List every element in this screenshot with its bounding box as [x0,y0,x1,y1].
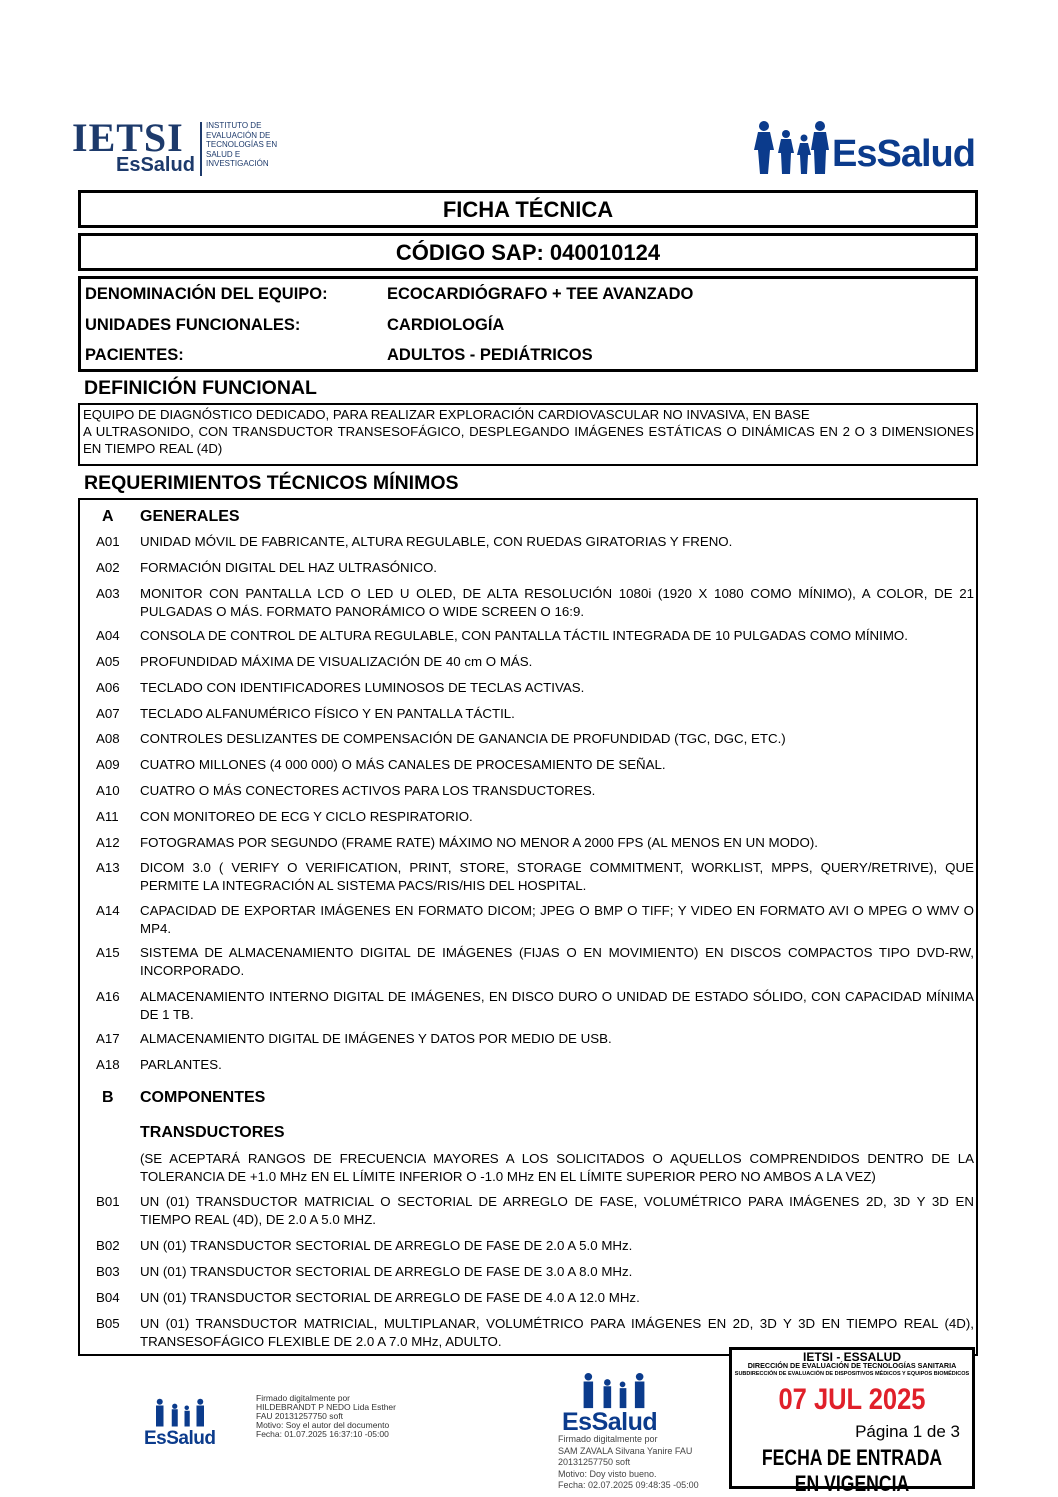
stamp-date: 07 JUL 2025 [778,1383,926,1416]
digital-signature-1: Firmado digitalmente por HILDEBRANDT P NEDO Lida Esther FAU 20131257750 soft Motivo: Soy el autor del documento Fecha: 01.07.2025 16:37:10 -05:00 [256,1393,396,1439]
ietsi-logo [72,115,292,178]
page-number: Página 1 de 3 [855,1422,960,1441]
stamp-line-1: DIRECCIÓN DE EVALUACIÓN DE TECNOLOGÍAS SANITARIA [747,1361,957,1370]
validity-stamp [729,1347,975,1496]
document-title: FICHA TÉCNICA [78,190,978,228]
functional-definition-box [78,403,978,466]
family-icon [574,1372,654,1410]
ietsi-divider [200,122,202,176]
functional-units-label: UNIDADES FUNCIONALES: [85,316,301,334]
functional-units-value: CARDIOLOGÍA [387,316,505,334]
equipment-label: DENOMINACIÓN DEL EQUIPO: [85,285,328,303]
ietsi-essalud-wordmark: EsSalud [116,154,195,176]
definition-line-2: A ULTRASONIDO, CON TRANSDUCTOR TRANSESOFÁGICO, DESPLEGANDO IMÁGENES ESTÁTICAS O DINÁMICAS EN 2 O 3 DIMENSIONES EN TIEMPO REAL (4D) [83,424,974,456]
requirements-heading: REQUERIMIENTOS TÉCNICOS MÍNIMOS [84,472,459,494]
equipment-info-box [78,276,978,372]
requirements-box: A GENERALES A01 UNIDAD MÓVIL DE FABRICANTE, ALTURA REGULABLE, CON RUEDAS GIRATORIAS Y FRENO. A02 FORMACIÓN DIGITAL DEL HAZ ULTRASÓNICO. A03 MONITOR CON PANTALLA LCD O LED U OLED, DE ALTA RESOLUCIÓN 1080i (1920 X 1080 COMO MÍNIMO), A COLOR, DE 21 PULGADAS O MÁS. FORMATO PANORÁMICO O WIDE SCREEN O 16:9. A04 CONSOLA DE CONTROL DE ALTURA REGULABLE, CON PANTALLA TÁCTIL INTEGRADA DE 10 PULGADAS COMO MÍNIMO. A05 PROFUNDIDAD MÁXIMA DE VISUALIZACIÓN DE 40 cm O MÁS. A06 TECLADO CON IDENTIFICADORES LUMINOSOS DE TECLAS ACTIVAS. A07 TECLADO ALFANUMÉRICO FÍSICO Y EN PANTALLA TÁCTIL. A08 CONTROLES DESLIZANTES DE COMPENSACIÓN DE GANANCIA DE PROFUNDIDAD (TGC, DGC, ETC.) A09 CUATRO MILLONES (4 000 000) O MÁS CANALES DE PROCESAMIENTO DE SEÑAL. A10 CUATRO O MÁS CONECTORES ACTIVOS PARA LOS TRANSDUCTORES. A11 CON MONITOREO DE ECG Y CICLO RESPIRATORIO. A12 FOTOGRAMAS POR SEGUNDO (FRAME RATE) MÁXIMO NO MENOR A 2000 FPS (AL MENOS EN UN MODO). A13 DICOM 3.0 ( VERIFY O VERIFICATION, PRINT, STORE, STORAGE COMMITMENT, WORKLIST, MPPS, QUERY/RETRIVE), QUE PERMITE LA INTEGRACIÓN AL SISTEMA PACS/RIS/HIS DEL HOSPITAL. A14 CAPACIDAD DE EXPORTAR IMÁGENES EN FORMATO DICOM; JPEG O BMP O TIFF; Y VIDEO EN FORMATO AVI O MPEG O WMV O MP4. A15 SISTEMA DE ALMACENAMIENTO DIGITAL DE IMÁGENES (FIJAS O EN MOVIMIENTO) EN DISCOS COMPACTOS TIPO DVD-RW, INCORPORADO. A16 ALMACENAMIENTO INTERNO DIGITAL DE IMÁGENES, EN DISCO DURO O UNIDAD DE ESTADO SÓLIDO, CON CAPACIDAD MÍNIMA DE 1 TB. A17 ALMACENAMIENTO DIGITAL DE IMÁGENES Y DATOS POR MEDIO DE USB. A18 PARLANTES. B COMPONENTES TRANSDUCTORES (SE ACEPTARÁ RANGOS DE FRECUENCIA MAYORES A LOS SOLICITADOS O AQUELLOS COMPRENDIDOS DENTRO DE LA TOLERANCIA DE +1.0 MHz EN EL LÍMITE INFERIOR O -1.0 MHz EN EL LÍMITE SUPERIOR PERO NO AMBOS A LA VEZ) B01 UN (01) TRANSDUCTOR MATRICIAL O SECTORIAL DE ARREGLO DE FASE, VOLUMÉTRICO PARA IMÁGENES 2D, 3D Y 3D EN TIEMPO REAL (4D), DE 2.0 A 5.0 MHZ. B02 UN (01) TRANSDUCTOR SECTORIAL DE ARREGLO DE FASE DE 2.0 A 5.0 MHz. B03 UN (01) TRANSDUCTOR SECTORIAL DE ARREGLO DE FASE DE 3.0 A 8.0 MHz. B04 UN (01) TRANSDUCTOR SECTORIAL DE ARREGLO DE FASE DE 4.0 A 12.0 MHz. B05 UN (01) TRANSDUCTOR MATRICIAL, MULTIPLANAR, VOLUMÉTRICO PARA IMÁGENES EN 2D, 3D Y 3D EN TIEMPO REAL (4D), TRANSESOFÁGICO FLEXIBLE DE 2.0 A 7.0 MHz, ADULTO. [78,498,978,1356]
family-icon [752,120,830,176]
digital-signature-2: Firmado digitalmente por SAM ZAVALA Silvana Yanire FAU 20131257750 soft Motivo: Doy visto bueno. Fecha: 02.07.2025 09:48:35 -05:00 [558,1434,699,1490]
patients-value: ADULTOS - PEDIÁTRICOS [387,346,593,364]
footer-essalud-logo: EsSalud [140,1398,220,1450]
patients-label: PACIENTES: [85,346,184,364]
essalud-logo [752,120,980,176]
functional-definition-heading: DEFINICIÓN FUNCIONAL [84,377,317,399]
equipment-value: ECOCARDIÓGRAFO + TEE AVANZADO [387,285,694,303]
stamp-label: FECHA DE ENTRADA EN VIGENCIA [761,1445,943,1496]
footer-center-essalud-logo: EsSalud [560,1372,670,1440]
stamp-org: IETSI - ESSALUD [802,1350,901,1364]
stamp-line-2: SUBDIRECCIÓN DE EVALUACIÓN DE DISPOSITIVOS MÉDICOS Y EQUIPOS BIOMÉDICOS [734,1371,970,1377]
ietsi-wordmark: IETSI [72,115,184,160]
definition-line-1: EQUIPO DE DIAGNÓSTICO DEDICADO, PARA REALIZAR EXPLORACIÓN CARDIOVASCULAR NO INVASIVA, EN BASE [83,407,810,422]
essalud-wordmark: EsSalud [832,133,975,175]
sap-code: CÓDIGO SAP: 040010124 [78,233,978,271]
ietsi-subtitle: INSTITUTO DE EVALUACIÓN DE TECNOLOGÍAS EN SALUD E INVESTIGACIÓN [206,121,278,168]
family-icon [150,1398,210,1428]
